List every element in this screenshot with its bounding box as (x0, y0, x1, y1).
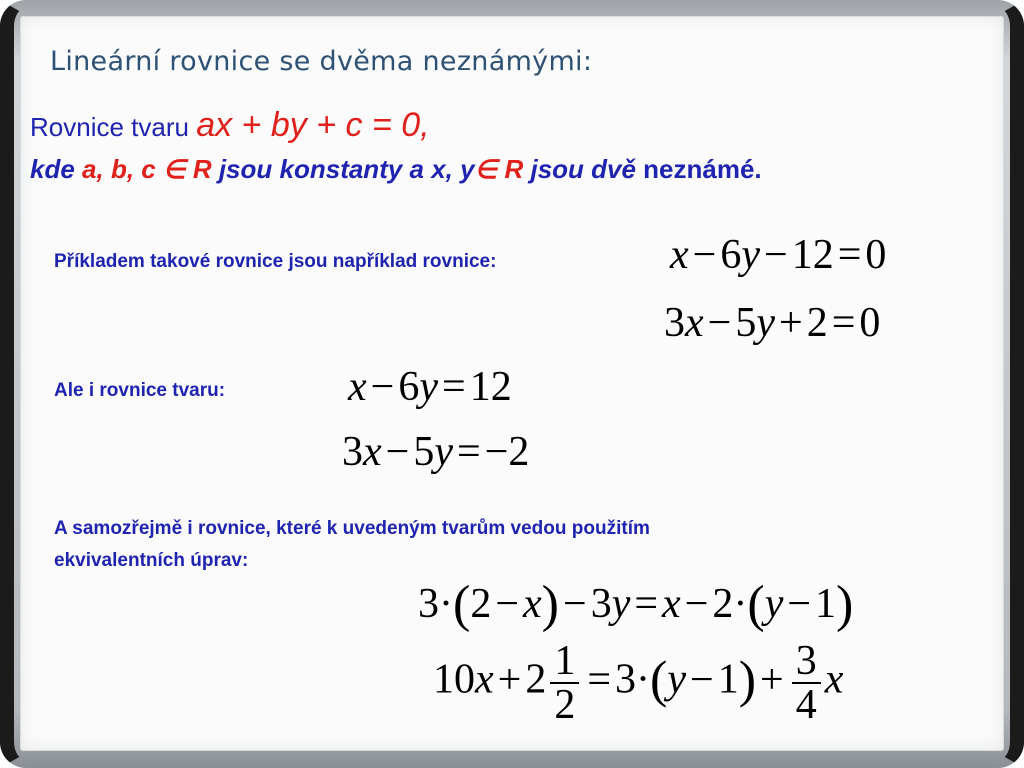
example-2-label: Ale i rovnice tvaru: (54, 380, 226, 401)
math-op: = (442, 364, 466, 410)
fraction-one-half (550, 640, 579, 726)
math-op: + (760, 656, 784, 703)
math-op: + (779, 300, 803, 346)
equation-3b (433, 640, 843, 726)
math-paren: ( (747, 576, 765, 633)
unknowns-xy: x, y (431, 154, 475, 184)
real-set-R: R (185, 154, 212, 184)
definition-kde: kde (30, 154, 83, 184)
definition-unknowns-word: neznámé. (643, 154, 762, 184)
math-num: 10 (433, 656, 475, 703)
math-op: − (692, 232, 717, 278)
general-formula: ax + by + c = 0 (196, 106, 421, 144)
math-var: y (611, 581, 631, 627)
math-var: x (670, 232, 689, 278)
math-op: − (495, 581, 520, 627)
math-op: = (634, 581, 659, 627)
math-num: 6 (398, 364, 420, 410)
math-var: x (363, 429, 382, 475)
math-var: y (741, 232, 760, 278)
math-paren: ) (738, 651, 757, 709)
math-paren: ( (453, 576, 471, 633)
math-op: − (787, 581, 812, 627)
fraction-three-quarters (792, 640, 821, 726)
slide-title: Lineární rovnice se dvěma neznámými: (50, 46, 593, 77)
fraction-numerator: 3 (795, 638, 817, 684)
real-set-R: R (497, 154, 524, 184)
math-var: y (434, 429, 453, 475)
math-op: = (837, 232, 862, 278)
element-of-symbol: ∈ (162, 154, 186, 184)
math-num: 5 (735, 300, 757, 346)
math-num: 3· (615, 656, 651, 703)
equation-2a (348, 366, 512, 408)
equation-1a (670, 234, 886, 276)
math-op: − (385, 429, 410, 475)
math-var: x (685, 300, 704, 346)
math-op: + (497, 656, 522, 703)
math-num: 3 (342, 429, 363, 475)
math-paren: ) (836, 576, 854, 633)
example-3-label-line-1: A samozřejmě i rovnice, které k uvedeným tvarům vedou použitím (54, 518, 650, 539)
math-op: − (370, 364, 395, 410)
math-num: 6 (720, 232, 742, 278)
math-var: x (523, 581, 542, 627)
math-var: y (764, 581, 784, 627)
math-num: 0 (859, 300, 881, 346)
math-paren: ( (650, 651, 668, 709)
math-op: = (457, 429, 481, 475)
math-op: − (707, 300, 732, 346)
definition-mid-text: jsou konstanty a (211, 154, 432, 184)
element-of-symbol: ∈ (474, 154, 498, 184)
math-num: 5 (413, 429, 435, 475)
math-op: − (684, 581, 709, 627)
constants-abc: a, b, c (82, 154, 163, 184)
example-1-label: Příkladem takové rovnice jsou například rovnice: (54, 251, 497, 272)
definition-line-2 (30, 154, 762, 185)
math-num: 0 (865, 232, 887, 278)
math-num: 3 (664, 300, 685, 346)
math-num: 3· (418, 581, 453, 627)
equation-3a (418, 576, 854, 633)
math-num: 12 (791, 232, 834, 278)
math-var: x (662, 581, 681, 627)
definition-prefix: Rovnice tvaru (30, 112, 197, 142)
math-op: − (563, 581, 587, 627)
math-op: = (831, 300, 856, 346)
math-var: x (824, 656, 844, 703)
definition-end-text: jsou dvě (523, 154, 644, 184)
example-3-label-line-2: ekvivalentních úprav: (54, 550, 249, 571)
math-var: y (419, 364, 438, 410)
math-var: x (348, 364, 367, 410)
math-num: 2 (525, 656, 547, 703)
math-num: 12 (469, 364, 512, 410)
fraction-numerator: 1 (554, 638, 576, 684)
math-num: 1 (717, 656, 739, 703)
math-num: 2· (712, 581, 748, 627)
definition-comma: , (420, 106, 430, 144)
math-var: y (667, 656, 687, 703)
math-num: 1 (815, 581, 837, 627)
math-op: − (690, 656, 714, 703)
math-num: 2 (470, 581, 492, 627)
definition-line-1 (30, 106, 430, 145)
math-op: = (587, 656, 612, 703)
math-num: −2 (484, 429, 530, 475)
math-var: y (756, 300, 775, 346)
math-num: 2 (806, 300, 828, 346)
math-var: x (475, 656, 494, 703)
math-num: 3 (590, 581, 612, 627)
math-op: − (764, 232, 788, 278)
equation-2b (342, 431, 529, 473)
fraction-denominator: 2 (550, 682, 579, 726)
math-paren: ) (541, 576, 559, 633)
equation-1b (664, 302, 880, 344)
fraction-denominator: 4 (792, 682, 821, 726)
